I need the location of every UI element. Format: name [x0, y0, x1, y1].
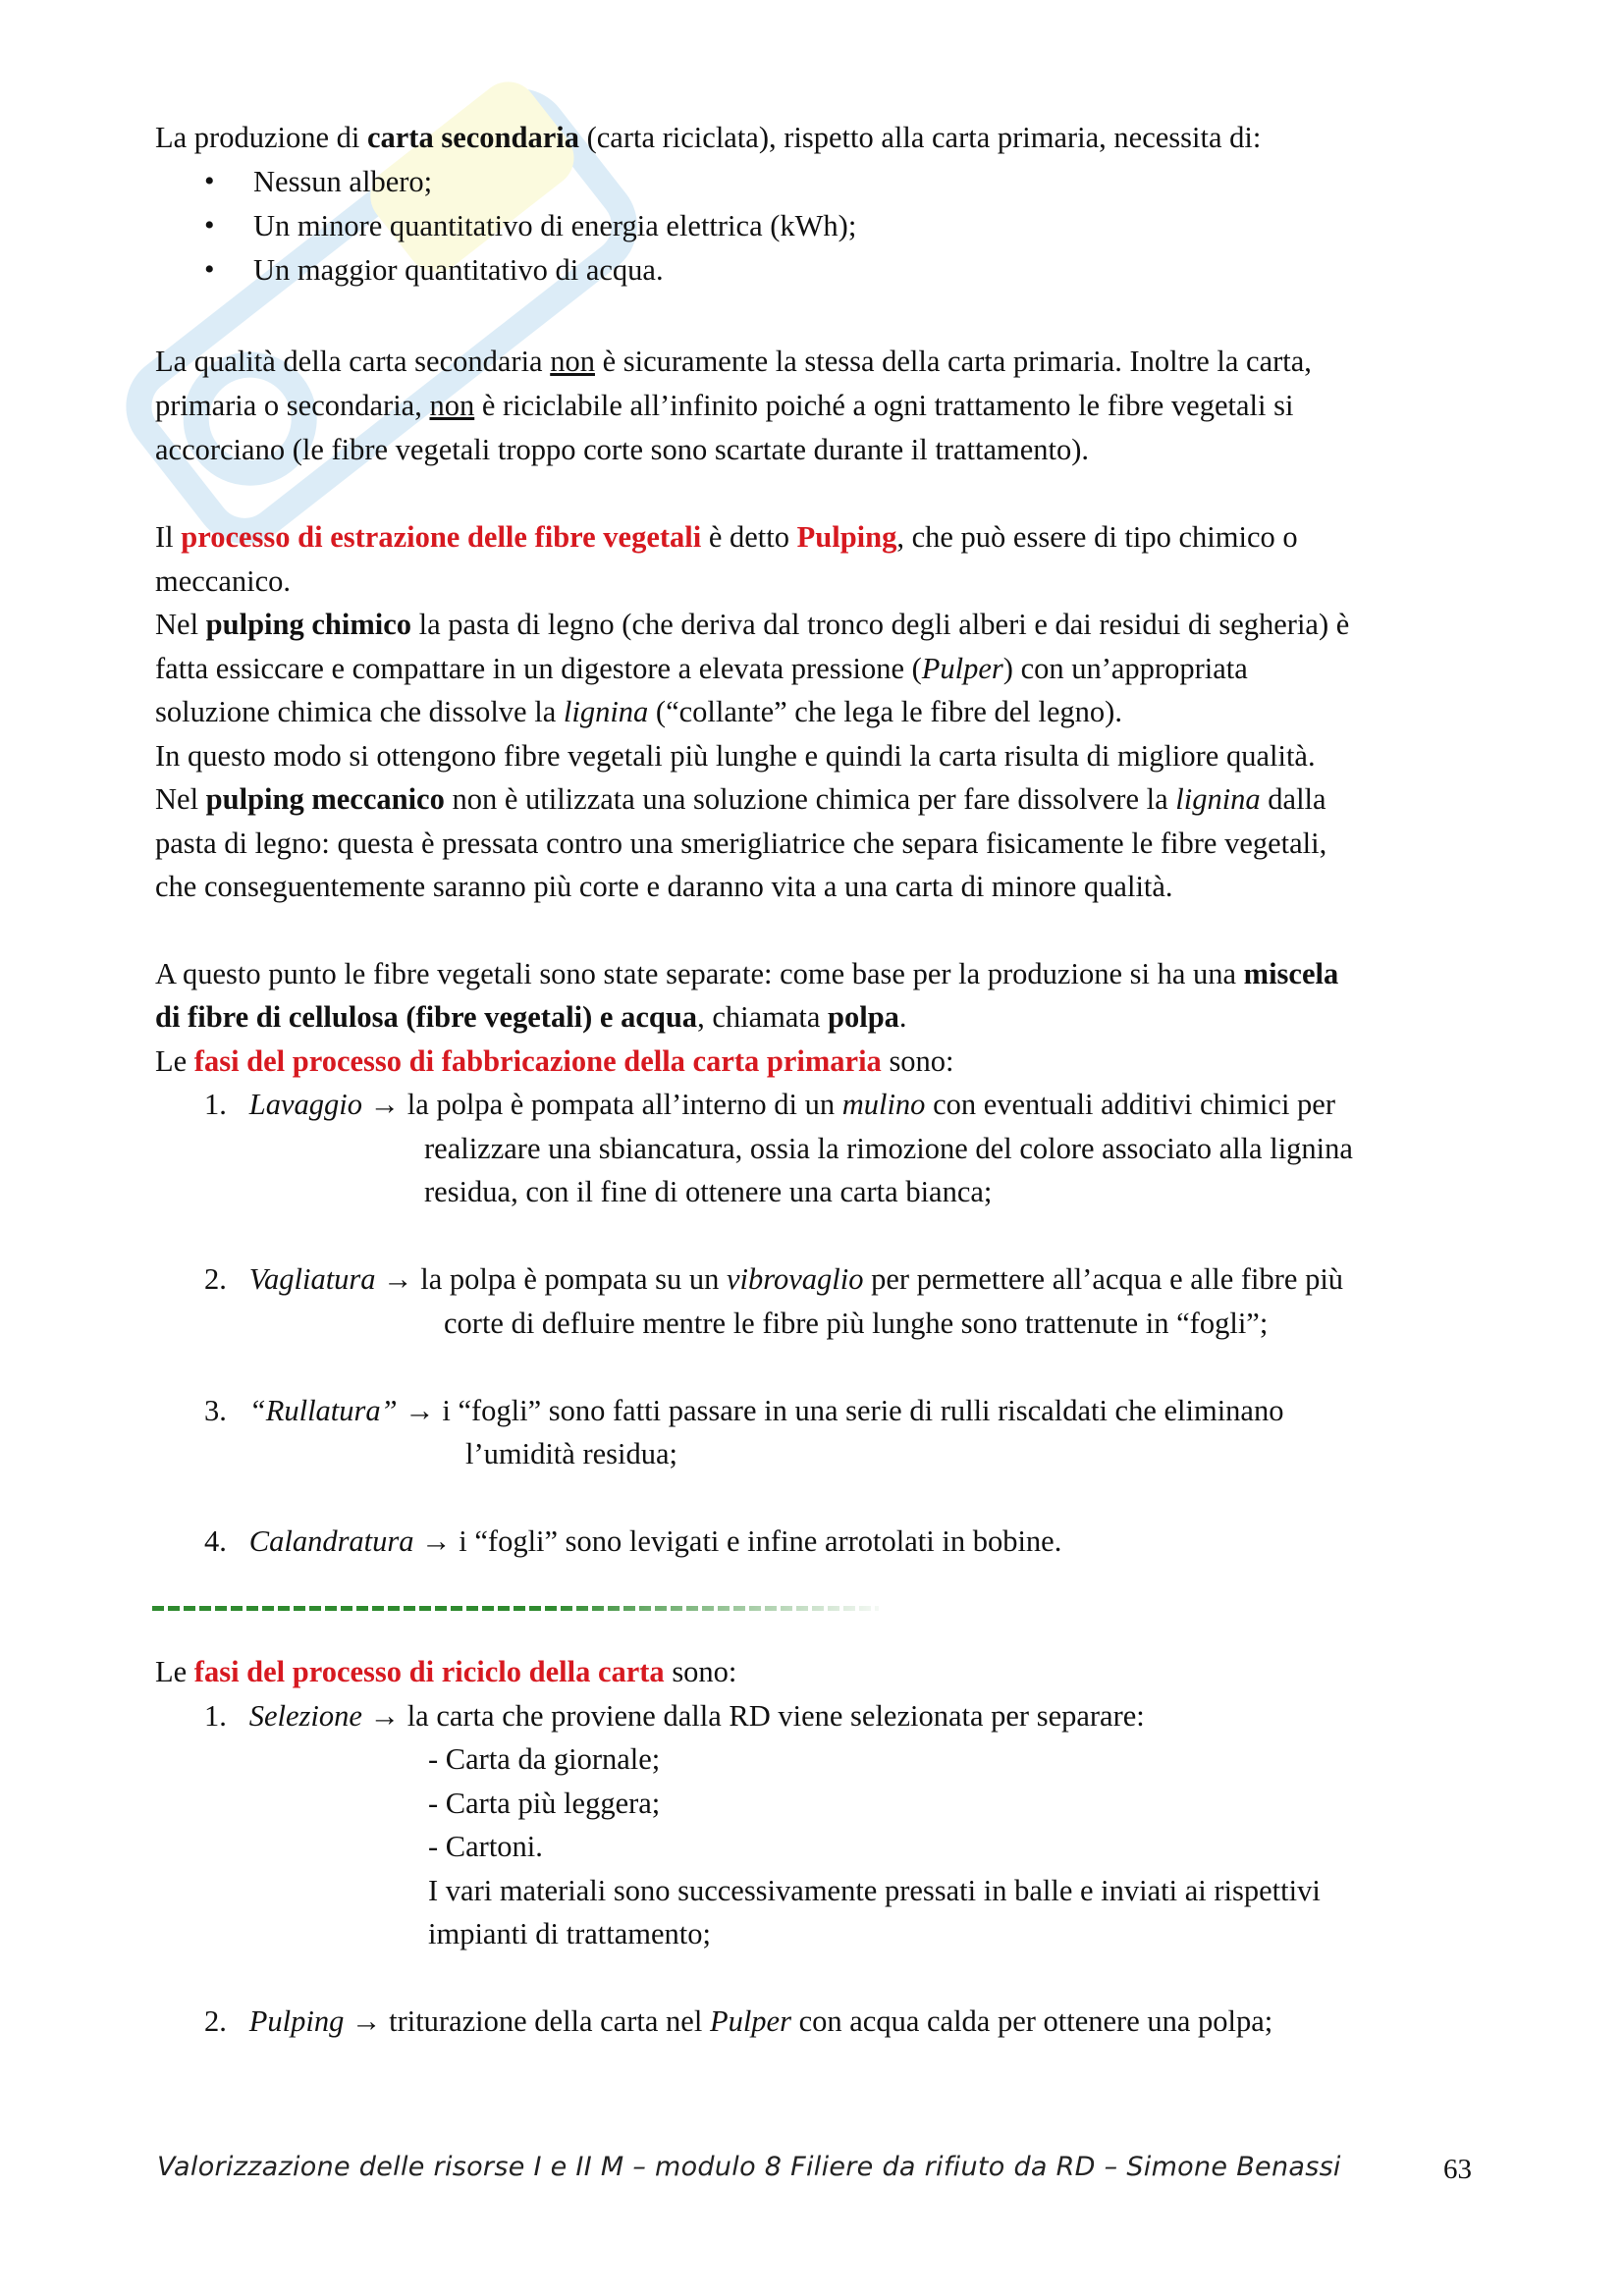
step-item: 4. Calandratura → i “fogli” sono levigati e infine arrotolati in bobine. [204, 1524, 1062, 1558]
page-footer: Valorizzazione delle risorse I e II M – modulo 8 Filiere da rifiuto da RD – Simone Benassi [157, 2152, 1341, 2182]
pulping-line-8: pasta di legno: questa è pressata contro una smerigliatrice che separa fisicamente le fibre vegetali, [155, 827, 1327, 860]
pulping-line-7: Nel pulping meccanico non è utilizzata una soluzione chimica per fare dissolvere la lignina dalla [155, 782, 1326, 816]
arrow-icon: → [405, 1394, 435, 1427]
step-item: 3. “Rullatura” → i “fogli” sono fatti passare in una serie di rulli riscaldati che eliminano [204, 1394, 1284, 1427]
section-divider-fade [152, 1606, 879, 1611]
page-number: 63 [1443, 2154, 1472, 2185]
sub-item: - Carta più leggera; [428, 1787, 661, 1820]
step-item: 1. Selezione → la carta che proviene dalla RD viene selezionata per separare: [204, 1699, 1145, 1733]
pulping-line-5: soluzione chimica che dissolve la lignina (“collante” che lega le fibre del legno). [155, 695, 1122, 728]
step-item: 2. Pulping → triturazione della carta nel Pulper con acqua calda per ottenere una polpa; [204, 2004, 1273, 2038]
pulping-line-2: meccanico. [155, 564, 292, 598]
polpa-line-1: A questo punto le fibre vegetali sono state separate: come base per la produzione si ha una miscela [155, 957, 1339, 990]
step-item: 2. Vagliatura → la polpa è pompata su un vibrovaglio per permettere all’acqua e alle fibre più [204, 1262, 1344, 1296]
pulping-line-6: In questo modo si ottengono fibre vegetali più lunghe e quindi la carta risulta di migliore qualità. [155, 739, 1316, 773]
sub-item: - Carta da giornale; [428, 1742, 661, 1776]
pulping-line-3: Nel pulping chimico la pasta di legno (che deriva dal tronco degli alberi e dai residui di segheria) è [155, 608, 1350, 641]
polpa-line-3: Le fasi del processo di fabbricazione della carta primaria sono: [155, 1044, 954, 1078]
pulping-line-9: che conseguentemente saranno più corte e daranno vita a una carta di minore qualità. [155, 870, 1173, 903]
arrow-icon: → [383, 1262, 413, 1296]
pulping-line-4: fatta essiccare e compattare in un digestore a elevata pressione (Pulper) con un’appropriata [155, 652, 1248, 685]
bullet-item: • Un minore quantitativo di energia elettrica (kWh); [253, 204, 856, 248]
step-item: 1. Lavaggio → la polpa è pompata all’interno di un mulino con eventuali additivi chimici per [204, 1088, 1335, 1121]
sub-item: impianti di trattamento; [428, 1917, 711, 1950]
quality-line-3: accorciano (le fibre vegetali troppo corte sono scartate durante il trattamento). [155, 433, 1089, 466]
pulping-line-1: Il processo di estrazione delle fibre vegetali è detto Pulping, che può essere di tipo chimico o [155, 520, 1298, 554]
sub-item: I vari materiali sono successivamente pressati in balle e inviati ai rispettivi [428, 1874, 1321, 1907]
step-continuation: residua, con il fine di ottenere una carta bianca; [424, 1175, 993, 1208]
arrow-icon: → [421, 1524, 452, 1558]
intro-paragraph: La produzione di carta secondaria (carta riciclata), rispetto alla carta primaria, necessita di: [155, 121, 1262, 154]
sub-item: - Cartoni. [428, 1830, 543, 1863]
bullet-item: • Un maggior quantitativo di acqua. [253, 248, 664, 293]
arrow-icon: → [351, 2004, 382, 2038]
arrow-icon: → [369, 1699, 401, 1733]
recycle-heading: Le fasi del processo di riciclo della carta sono: [155, 1655, 737, 1688]
quality-line-1: La qualità della carta secondaria non è sicuramente la stessa della carta primaria. Inoltre la carta, [155, 345, 1312, 378]
arrow-icon: → [369, 1088, 401, 1121]
step-continuation: realizzare una sbiancatura, ossia la rimozione del colore associato alla lignina [424, 1132, 1353, 1165]
quality-line-2: primaria o secondaria, non è riciclabile all’infinito poiché a ogni trattamento le fibre vegetali si [155, 389, 1294, 422]
bullet-item: • Nessun albero; [253, 160, 432, 204]
step-continuation: l’umidità residua; [465, 1437, 677, 1470]
polpa-line-2: di fibre di cellulosa (fibre vegetali) e acqua, chiamata polpa. [155, 1000, 907, 1034]
step-continuation: corte di defluire mentre le fibre più lunghe sono trattenute in “fogli”; [444, 1307, 1269, 1340]
